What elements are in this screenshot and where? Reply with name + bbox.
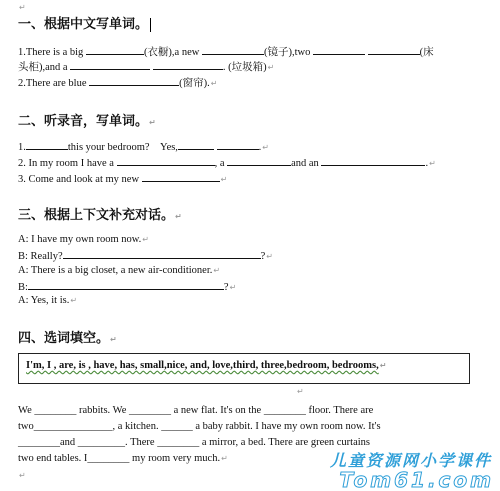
- sec2-line-1: 1. this your bedroom? Yes, .↵: [18, 142, 269, 153]
- sec3-line-2: B: Really? ?↵: [18, 251, 273, 262]
- text-cursor: [150, 18, 151, 32]
- sec3-line-4: B: ?↵: [18, 282, 237, 293]
- site-watermark-logo: [290, 448, 500, 491]
- section-4-title: 四、选词填空。↵: [18, 331, 117, 346]
- section-3-title: 三、根据上下文补充对话。↵: [18, 208, 182, 223]
- sec2-line-3: 3. Come and look at my new ↵: [18, 174, 228, 185]
- sec3-line-3: A: There is a big closet, a new air-conditioner.↵: [18, 265, 221, 276]
- paragraph-mark: ↵: [19, 3, 26, 12]
- cloze-line-4: two end tables. I________ my room very much.↵: [18, 453, 228, 464]
- cloze-line-2: two_______________, a kitchen. ______ a baby rabbit. I have my own room now. It's: [18, 421, 381, 432]
- sec1-line-3: 2.There are blue (窗帘).↵: [18, 78, 218, 89]
- section-2-title: 二、听录音，写单词。↵: [18, 114, 156, 129]
- sec3-line-1: A: I have my own room now.↵: [18, 234, 149, 245]
- sec2-line-2: 2. In my room I have a , a and an .↵: [18, 158, 436, 169]
- section-1-title: 一、根据中文写单词。: [18, 17, 151, 33]
- cloze-line-3: ________and _________. There ________ a mirror, a bed. There are green curtains: [18, 437, 371, 448]
- paragraph-mark: ↵: [19, 471, 26, 480]
- cloze-line-1: We ________ rabbits. We ________ a new flat. It's on the ________ floor. There are: [18, 405, 374, 416]
- sec3-line-5: A: Yes, it is.↵: [18, 295, 78, 306]
- sec1-line-2: 头柜),and a . (垃圾箱)↵: [18, 62, 275, 73]
- word-bank-box: I'm, I , are, is , have, has, small,nice, and, love,third, three,bedroom, bedrooms,↵: [18, 353, 470, 384]
- paragraph-mark: ↵: [297, 387, 304, 396]
- logo-english-text: Tom61.com: [339, 468, 494, 491]
- logo-chinese-text: 儿童资源网小学课件: [329, 451, 492, 470]
- sec1-line-1: 1.There is a big (衣橱),a new (镜子),two (床: [18, 47, 434, 58]
